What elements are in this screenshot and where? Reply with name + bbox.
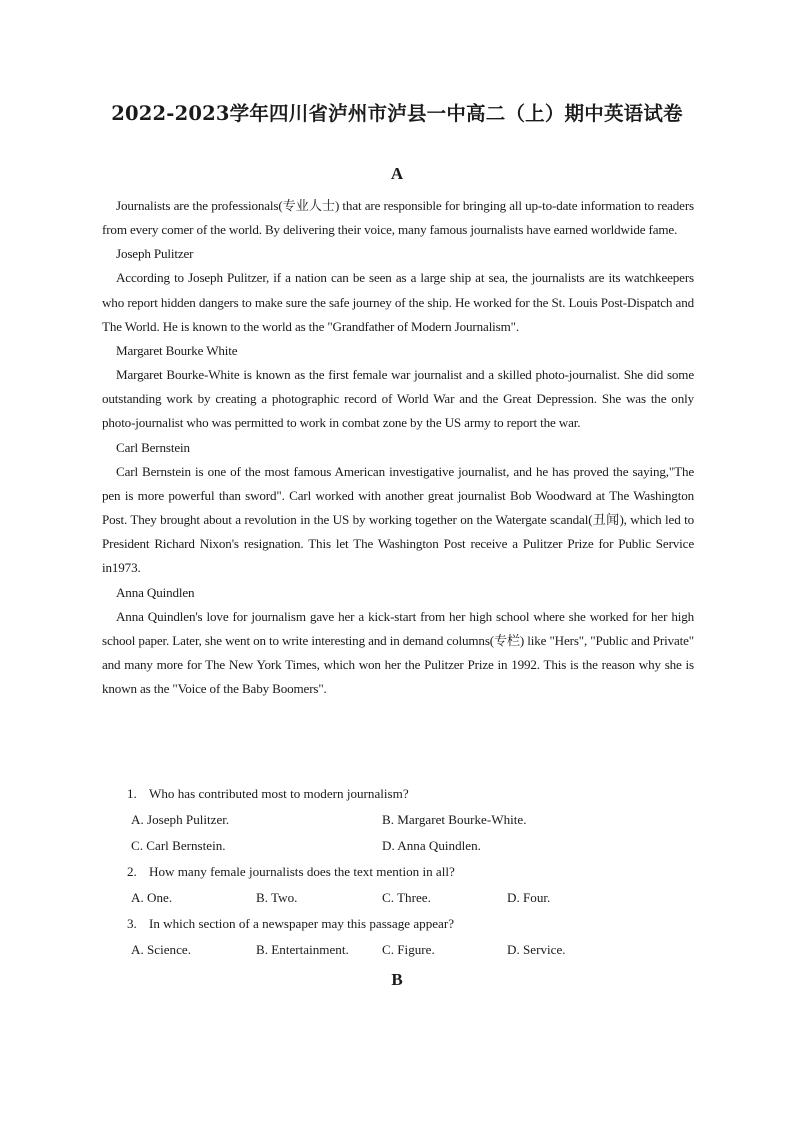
option-c: C. Carl Bernstein. [131, 838, 226, 853]
option-b: B. Two. [256, 890, 298, 905]
question-number: 3. [127, 916, 137, 931]
bernstein-paragraph: Carl Bernstein is one of the most famous American investigative journalist, and he has proved the saying,"The pen is more powerful than sword". Carl worked with another great journalist Bob Woodward at The Washington Post. They brought about a revolution in the US by working together on the Watergate scandal(丑闻), which led to President Richard Nixon's resignation. This let The Washington Post receive a Pulitzer Prize for Public Service in1973. [102, 463, 694, 576]
option-c: C. Figure. [382, 942, 435, 957]
subheading-quindlen: Anna Quindlen [116, 584, 195, 600]
option-d: D. Four. [507, 890, 551, 905]
page-title: 2022-2023学年四川省泸州市泸县一中高二（上）期中英语试卷 [111, 102, 683, 125]
section-a-heading: A [390, 164, 404, 183]
question-list [102, 782, 694, 964]
intro-paragraph: Journalists are the professionals(专业人士) that are responsible for bringing all up-to-date information to readers from every comer of the world. By delivering their voice, many famous journalists have earned worldwide fame. [102, 198, 694, 238]
option-d: D. Anna Quindlen. [382, 838, 481, 853]
question-stem: Who has contributed most to modern journalism? [149, 786, 409, 801]
question-3-options [102, 938, 694, 964]
question-3 [102, 912, 694, 938]
option-a: A. One. [131, 890, 173, 905]
option-b: B. Entertainment. [256, 942, 349, 957]
option-a: A. Joseph Pulitzer. [131, 812, 230, 827]
question-2 [102, 860, 694, 886]
option-a: A. Science. [131, 942, 191, 957]
quindlen-paragraph: Anna Quindlen's love for journalism gave her a kick-start from her high school where she worked for her high school paper. Later, she went on to write interesting and in demand columns(专栏) like "Hers", "Public and Private" and many more for The New York Times, which won her the Pulitzer Prize in 1992. This is the reason why she is known as the "Voice of the Baby Boomers". [102, 608, 694, 697]
option-d: D. Service. [507, 942, 566, 957]
subheading-bourke-white: Margaret Bourke White [116, 342, 238, 358]
section-b-heading: B [391, 970, 403, 989]
question-stem: In which section of a newspaper may this passage appear? [149, 916, 455, 931]
question-1-options-row-1 [102, 808, 694, 834]
option-b: B. Margaret Bourke-White. [382, 812, 527, 827]
bourke-white-paragraph: Margaret Bourke-White is known as the first female war journalist and a skilled photo-journalist. She did some outstanding work by creating a photographic record of World War and the Great Depression. She was the only photo-journalist who was permitted to work in combat zone by the US army to report the war. [102, 367, 694, 431]
question-stem: How many female journalists does the text mention in all? [149, 864, 455, 879]
passage-a [102, 194, 694, 701]
question-number: 1. [127, 786, 137, 801]
question-2-options [102, 886, 694, 912]
pulitzer-paragraph: According to Joseph Pulitzer, if a nation can be seen as a large ship at sea, the journalists are its watchkeepers who report hidden dangers to make sure the safe journey of the ship. He worked for the St. Louis Post-Dispatch and The World. He is known to the world as the "Grandfather of Modern Journalism". [102, 270, 694, 334]
option-c: C. Three. [382, 890, 431, 905]
subheading-pulitzer: Joseph Pulitzer [116, 246, 194, 262]
question-1-options-row-2 [102, 834, 694, 860]
subheading-bernstein: Carl Bernstein [116, 439, 190, 455]
question-1 [102, 782, 694, 808]
question-number: 2. [127, 864, 137, 879]
